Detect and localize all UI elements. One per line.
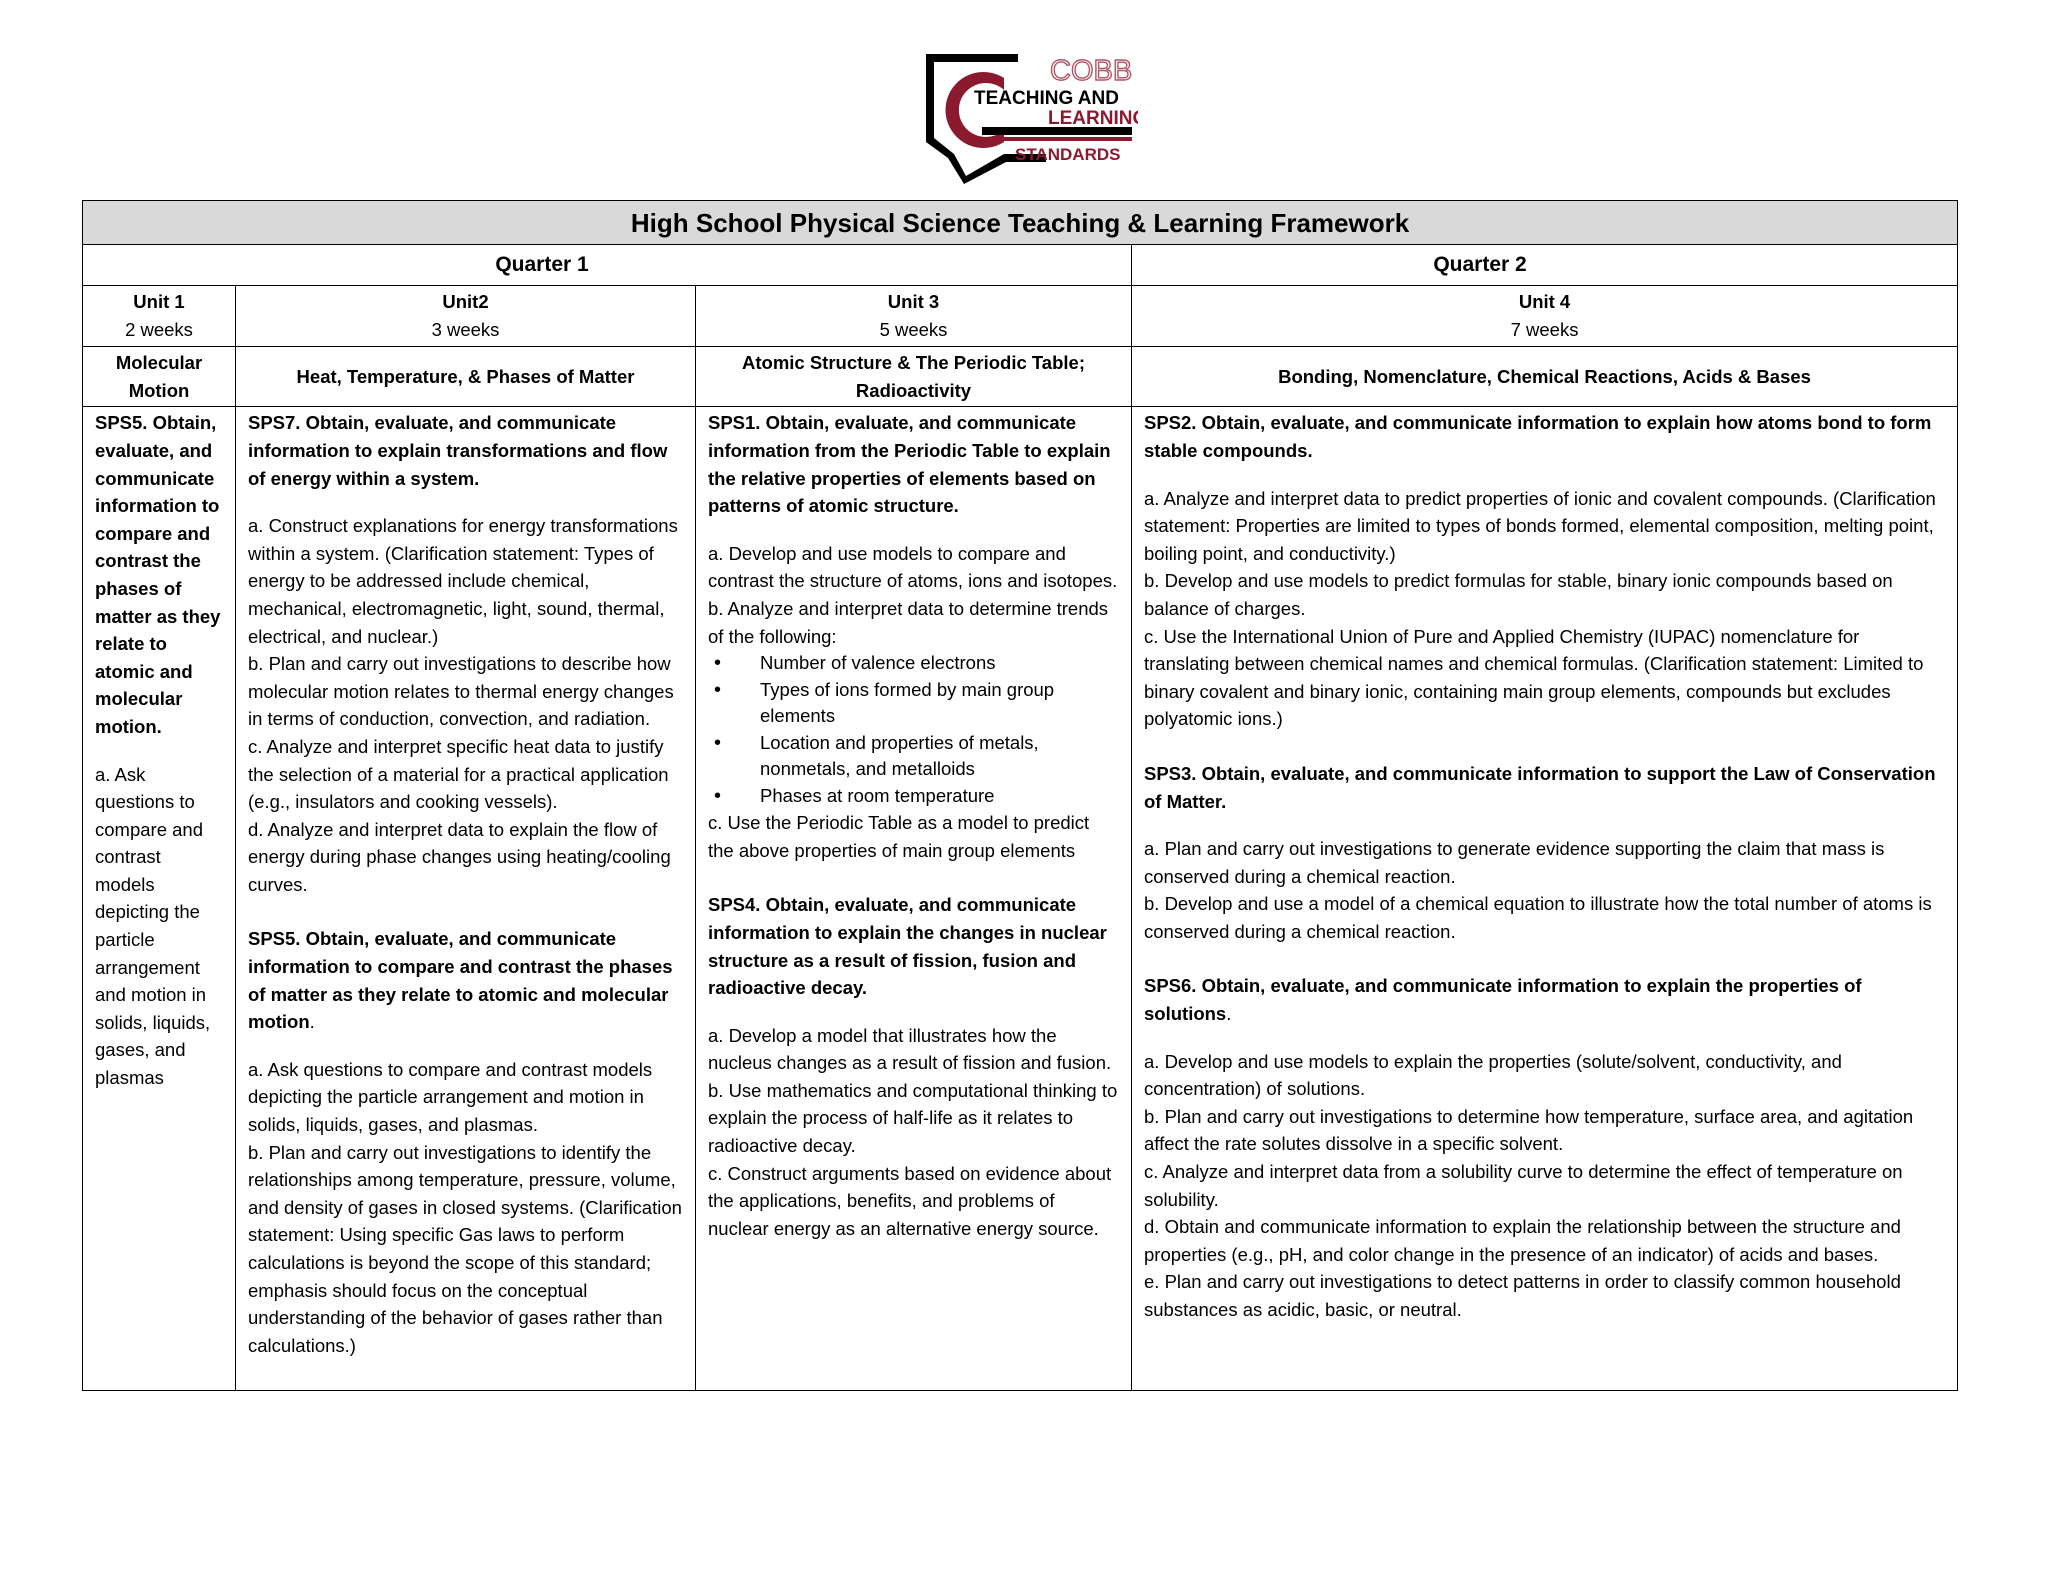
unit-4-sps6-d: d. Obtain and communicate information to explain the relationship between the structure and properties (e.g., pH, and color change in the presence of an indicator) of acids and bases. xyxy=(1144,1216,1901,1265)
unit-4-sps3-b: b. Develop and use a model of a chemical equation to illustrate how the total number of atoms is conserved during a chemical reaction. xyxy=(1144,893,1932,942)
unit-4-name: Unit 4 xyxy=(1518,291,1571,312)
quarter-2-label: Quarter 2 xyxy=(1433,253,1527,276)
logo-text-learning: LEARNING xyxy=(1048,108,1138,129)
unit-2-sps7-a: a. Construct explanations for energy transformations within a system. (Clarification statement: Types of energy to be addressed include chemical, mechanical, electromagnetic, light, sound, thermal, electrical, and nuclear.) xyxy=(248,515,678,647)
quarter-1-label: Quarter 1 xyxy=(495,253,589,276)
unit-4-sps2-a: a. Analyze and interpret data to predict properties of ionic and covalent compounds. (Clarification statement: Properties are limited to types of bonds formed, elemental composition, melting point, boiling point, and conductivity.) xyxy=(1144,487,1936,564)
unit-4-duration: 7 weeks xyxy=(1510,318,1579,340)
unit-1-content xyxy=(83,407,236,1391)
unit-2-content xyxy=(236,407,696,1391)
unit-3-trend-item: • Location and properties of metals, nonmetals, and metalloids xyxy=(760,730,1119,783)
cobb-logo xyxy=(918,50,1138,186)
unit-4-sps6-c: c. Analyze and interpret data from a solubility curve to determine the effect of temperature on solubility. xyxy=(1144,1161,1903,1210)
framework-title: High School Physical Science Teaching & Learning Framework xyxy=(83,201,1958,245)
unit-4-standard-sps3: SPS3. Obtain, evaluate, and communicate information to support the Law of Conservation of Matter. xyxy=(1144,762,1936,812)
logo-bar-maroon xyxy=(982,137,1132,141)
unit-2-standard-sps7: SPS7. Obtain, evaluate, and communicate information to explain transformations and flow of energy within a system. xyxy=(248,412,668,489)
quarter-2-header xyxy=(1132,245,1958,286)
unit-3-topic: Atomic Structure & The Periodic Table; Radioactivity xyxy=(696,347,1132,407)
unit-2-topic: Heat, Temperature, & Phases of Matter xyxy=(236,347,696,407)
unit-3-sps1-b: b. Analyze and interpret data to determine trends of the following: xyxy=(708,597,1109,647)
unit-3-name: Unit 3 xyxy=(887,291,940,312)
unit-2-duration: 3 weeks xyxy=(431,318,500,340)
unit-4-sps3-a: a. Plan and carry out investigations to generate evidence supporting the claim that mass is conserved during a chemical reaction. xyxy=(1144,838,1885,887)
unit-1-header xyxy=(83,286,236,347)
unit-4-content xyxy=(1132,407,1958,1391)
unit-4-sps2-c: c. Use the International Union of Pure and Applied Chemistry (IUPAC) nomenclature for translating between chemical names and chemical formulas. (Clarification statement: Limited to binary covalent and binary ionic, containing main group elements, compounds but excludes polyatomic ions.) xyxy=(1144,625,1924,730)
unit-4-sps6-e: e. Plan and carry out investigations to detect patterns in order to classify common household substances as acidic, basic, or neutral. xyxy=(1144,1271,1901,1320)
framework-table xyxy=(82,200,1958,1391)
unit-1-topic: Molecular Motion xyxy=(83,347,236,407)
unit-2-sps7-c: c. Analyze and interpret specific heat data to justify the selection of a material for a practical application (e.g., insulators and cooking vessels). xyxy=(248,735,669,813)
unit-1-standard-sps5: SPS5. Obtain, evaluate, and communicate information to compare and contrast the phases of matter as they relate to atomic and molecular motion. xyxy=(95,412,221,737)
logo-text-cobb: COBB xyxy=(1050,55,1133,87)
unit-3-sps1-c: c. Use the Periodic Table as a model to predict the above properties of main group elements xyxy=(708,812,1090,861)
unit-4-standard-sps6 xyxy=(1144,972,1945,1027)
logo-text-standards: STANDARDS xyxy=(1015,145,1121,164)
unit-3-standard-sps1: SPS1. Obtain, evaluate, and communicate information from the Periodic Table to explain the relative properties of elements based on patterns of atomic structure. xyxy=(708,412,1111,517)
quarter-1-header xyxy=(83,245,1132,286)
unit-2-name: Unit2 xyxy=(442,291,489,312)
unit-4-sps6-a: a. Develop and use models to explain the properties (solute/solvent, conductivity, and concentration) of solutions. xyxy=(1144,1050,1842,1100)
unit-3-trend-item: • Phases at room temperature xyxy=(760,783,1119,810)
logo-c-mark xyxy=(946,72,1004,148)
unit-1-duration: 2 weeks xyxy=(125,318,193,340)
unit-2-sps5-period: . xyxy=(309,1011,315,1033)
unit-3-sps4-a: a. Develop a model that illustrates how the nucleus changes as a result of fission and fusion. xyxy=(708,1024,1112,1074)
unit-2-sps7-b: b. Plan and carry out investigations to describe how molecular motion relates to thermal energy changes in terms of conduction, convection, and radiation. xyxy=(248,653,674,730)
unit-1-element-a: a. Ask questions to compare and contrast models depicting the particle arrangement and motion in solids, liquids, gases, and plasmas xyxy=(95,763,211,1089)
unit-3-sps4-c: c. Construct arguments based on evidence about the applications, benefits, and problems of nuclear energy as an alternative energy source. xyxy=(708,1162,1112,1239)
unit-4-sps6-period: . xyxy=(1226,1003,1232,1025)
unit-4-topic: Bonding, Nomenclature, Chemical Reactions, Acids & Bases xyxy=(1132,347,1958,407)
unit-2-header xyxy=(236,286,696,347)
unit-3-content xyxy=(696,407,1132,1391)
unit-2-standard-sps5 xyxy=(248,925,683,1035)
unit-2-sps7-d: d. Analyze and interpret data to explain the flow of energy during phase changes using heating/cooling curves. xyxy=(248,818,671,895)
unit-4-sps6-b: b. Plan and carry out investigations to determine how temperature, surface area, and agitation affect the rate solutes dissolve in a specific solvent. xyxy=(1144,1105,1914,1155)
logo-text-teaching: TEACHING AND xyxy=(974,88,1119,109)
unit-2-sps5-heading: SPS5. Obtain, evaluate, and communicate information to compare and contrast the phases of matter as they relate to atomic and molecular motion xyxy=(248,928,673,1033)
cobb-logo-graphic xyxy=(918,50,1138,186)
unit-4-sps2-b: b. Develop and use models to predict formulas for stable, binary ionic compounds based on balance of charges. xyxy=(1144,570,1893,619)
unit-3-standard-sps4: SPS4. Obtain, evaluate, and communicate information to explain the changes in nuclear structure as a result of fission, fusion and radioactive decay. xyxy=(708,894,1107,999)
unit-3-sps4-b: b. Use mathematics and computational thinking to explain the process of half-life as it relates to radioactive decay. xyxy=(708,1079,1118,1157)
unit-3-trend-list xyxy=(708,650,1119,809)
unit-3-header xyxy=(696,286,1132,347)
unit-4-sps6-heading: SPS6. Obtain, evaluate, and communicate information to explain the properties of solutions xyxy=(1144,975,1862,1025)
unit-4-standard-sps2: SPS2. Obtain, evaluate, and communicate information to explain how atoms bond to form stable compounds. xyxy=(1144,412,1932,461)
unit-2-sps5-b: b. Plan and carry out investigations to identify the relationships among temperature, pressure, volume, and density of gases in closed systems. (Clarification statement: Using specific Gas laws to perform calculations is beyond the scope of this standard; emphasis should focus on the conceptual understanding of the behavior of gases rather than calculations.) xyxy=(248,1141,682,1356)
unit-3-sps1-a: a. Develop and use models to compare and contrast the structure of atoms, ions and isotopes. xyxy=(708,542,1118,592)
unit-3-trend-item: • Types of ions formed by main group elements xyxy=(760,677,1119,730)
unit-4-header xyxy=(1132,286,1958,347)
unit-1-name: Unit 1 xyxy=(133,291,185,312)
unit-3-duration: 5 weeks xyxy=(879,318,948,340)
unit-2-sps5-a: a. Ask questions to compare and contrast models depicting the particle arrangement and motion in solids, liquids, gases, and plasmas. xyxy=(248,1058,653,1136)
unit-3-trend-item: • Number of valence electrons xyxy=(760,650,1119,677)
